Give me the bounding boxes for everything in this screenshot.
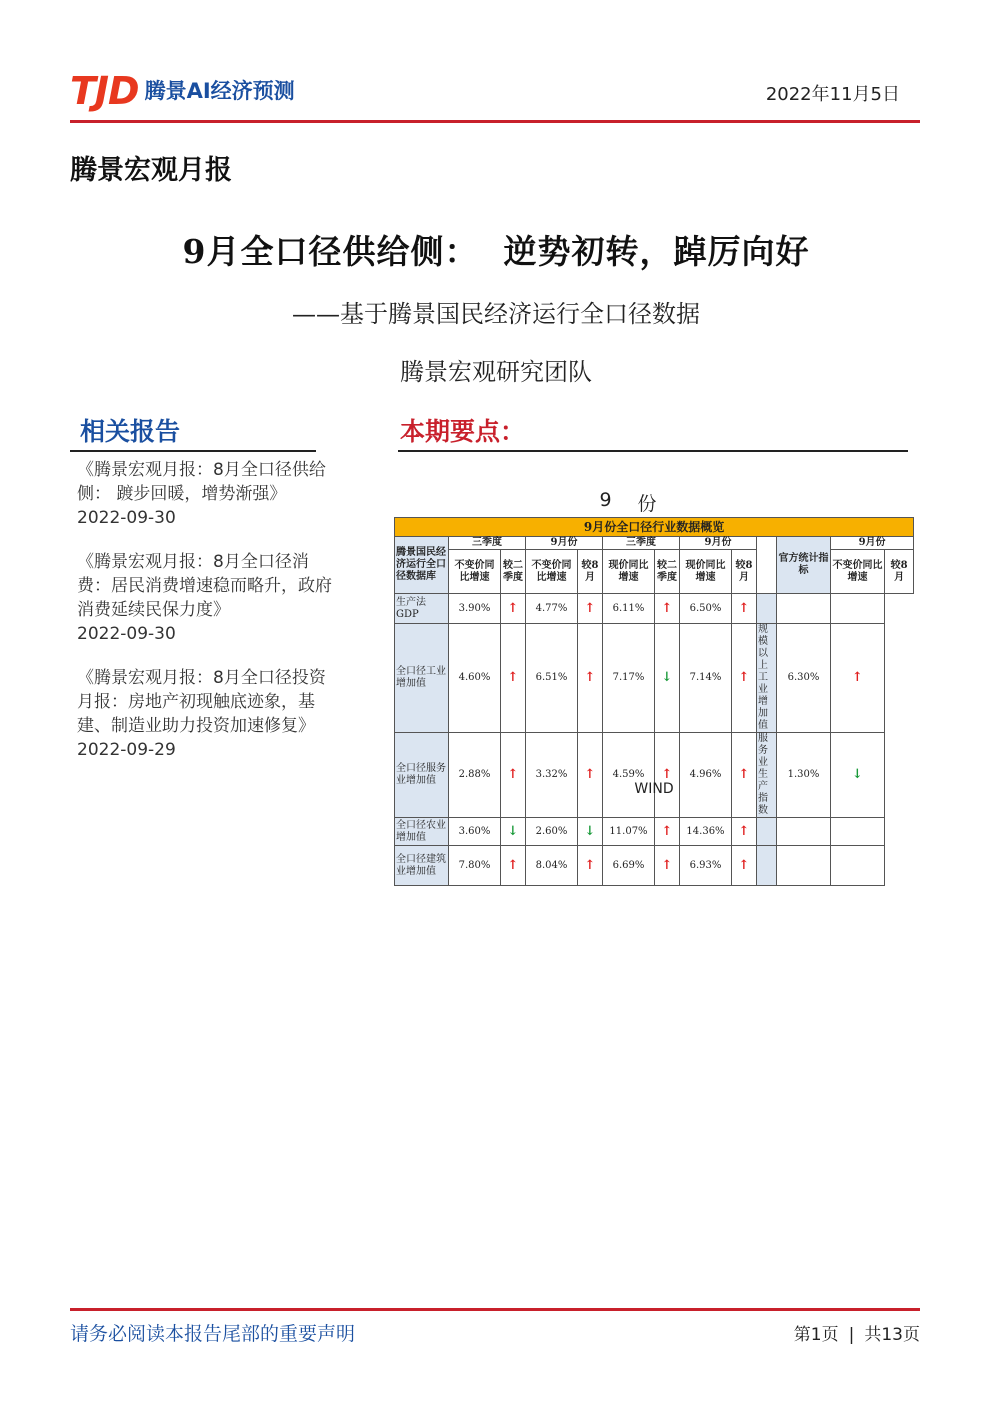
arrow-down-icon: ↓ [655,624,680,733]
key-points-divider [398,450,908,452]
arrow-up-icon: ↑ [501,624,526,733]
official-value [777,594,831,624]
table-title: 9月份全口径行业数据概览 [395,518,914,537]
brand-logo [70,69,295,113]
table-source [395,781,913,797]
official-header: 官方统计指标 [777,537,831,594]
official-label: 规模以上工业增加值 [757,624,777,733]
arrow-up-icon: ↑ [578,733,603,818]
cell-value: 3.60% [449,818,501,846]
page-separator: | [848,1325,855,1345]
related-report-title[interactable]: 《腾景宏观月报：8月全口径投资月报：房地产初现触底迹象，基建、制造业助力投资加速修复》 [77,668,326,736]
related-report-item[interactable] [77,550,335,646]
arrow-up-icon: ↑ [578,846,603,886]
related-report-title[interactable]: 《腾景宏观月报：8月全口径消费：居民消费增速稳而略升，政府消费延续民保力度》 [77,552,332,620]
official-value [777,818,831,846]
column-header: 较8月 [885,550,914,594]
cell-value: 4.96% [680,733,732,818]
row-label: 全口径建筑业增加值 [395,846,449,886]
column-header: 较8月 [578,550,603,594]
column-header: 不变价同比增速 [449,550,501,594]
cell-value: 14.36% [680,818,732,846]
cell-value: 6.51% [526,624,578,733]
table-caption [395,489,913,516]
cell-value: 7.17% [603,624,655,733]
empty-cell [831,846,885,886]
official-value [777,846,831,886]
column-header: 较二季度 [655,550,680,594]
source-part: WIND [634,781,674,797]
cell-value: 6.50% [680,594,732,624]
empty-cell [831,594,885,624]
research-team: 腾景宏观研究团队 [400,358,592,386]
column-header: 现价同比增速 [603,550,655,594]
logo-mark: TJD [70,69,139,113]
arrow-up-icon: ↑ [732,846,757,886]
arrow-down-icon: ↓ [501,818,526,846]
arrow-up-icon: ↑ [578,624,603,733]
table-row [395,594,914,624]
arrow-down-icon: ↓ [578,818,603,846]
cell-value: 2.60% [526,818,578,846]
table-caption-part: 份 [637,493,657,515]
empty-cell [831,818,885,846]
group-header: 9月份 [680,537,757,550]
page-indicator [794,1320,920,1345]
arrow-up-icon: ↑ [655,733,680,818]
cell-value: 6.69% [603,846,655,886]
cell-value: 6.11% [603,594,655,624]
footer-divider [70,1308,920,1311]
column-header: 不变价同比增速 [831,550,885,594]
report-date: 2022年11月5日 [765,84,900,105]
related-divider [70,450,316,452]
cell-value: 4.77% [526,594,578,624]
arrow-up-icon: ↑ [831,624,885,733]
arrow-up-icon: ↑ [732,624,757,733]
official-value: 6.30% [777,624,831,733]
related-report-date: 2022-09-30 [77,508,176,528]
cell-value: 4.60% [449,624,501,733]
arrow-up-icon: ↑ [732,594,757,624]
arrow-up-icon: ↑ [501,846,526,886]
report-title: 9月全口径供给侧： 逆势初转，踔厉向好 [182,232,810,271]
table-row [395,818,914,846]
arrow-down-icon: ↓ [831,733,885,818]
related-report-title[interactable]: 《腾景宏观月报：8月全口径供给侧： 踱步回暖，增势渐强》 [77,460,326,504]
row-label: 全口径服务业增加值 [395,733,449,818]
column-header: 现价同比增速 [680,550,732,594]
arrow-up-icon: ↑ [732,733,757,818]
industry-data-table [394,517,913,886]
table-spacer [757,537,777,594]
column-header: 较8月 [732,550,757,594]
arrow-up-icon: ↑ [578,594,603,624]
column-header: 不变价同比增速 [526,550,578,594]
row-label: 全口径农业增加值 [395,818,449,846]
table-caption-part: 9 [599,489,612,511]
related-report-date: 2022-09-30 [77,624,176,644]
arrow-up-icon: ↑ [732,818,757,846]
arrow-up-icon: ↑ [501,594,526,624]
official-value: 1.30% [777,733,831,818]
report-subtitle: ——基于腾景国民经济运行全口径数据 [292,300,700,328]
cell-value: 7.14% [680,624,732,733]
cell-value: 8.04% [526,846,578,886]
row-label: 全口径工业增加值 [395,624,449,733]
group-header: 9月份 [831,537,914,550]
arrow-up-icon: ↑ [655,846,680,886]
cell-value: 2.88% [449,733,501,818]
official-label: 服务业生产指数 [757,733,777,818]
related-reports-heading: 相关报告 [80,417,181,446]
logo-text: 腾景AI经济预测 [144,79,295,103]
group-header: 三季度 [449,537,526,550]
table-row [395,846,914,886]
key-points-heading: 本期要点： [400,417,526,446]
group-header: 三季度 [603,537,680,550]
official-label [757,846,777,886]
page-number: 第1页 [793,1325,839,1345]
arrow-up-icon: ↑ [655,594,680,624]
cell-value: 6.93% [680,846,732,886]
group-header: 9月份 [526,537,603,550]
cell-value: 4.59% [603,733,655,818]
row-label: 生产法GDP [395,594,449,624]
cell-value: 7.80% [449,846,501,886]
table-row [395,624,914,733]
arrow-up-icon: ↑ [501,733,526,818]
arrow-up-icon: ↑ [655,818,680,846]
page-total: 共13页 [864,1325,920,1345]
related-report-item[interactable] [77,666,335,762]
cell-value: 3.90% [449,594,501,624]
related-report-date: 2022-09-29 [77,740,176,760]
table-corner: 腾景国民经济运行全口径数据库 [395,537,449,594]
related-report-item[interactable] [77,458,335,530]
footer-disclaimer: 请务必阅读本报告尾部的重要声明 [70,1323,356,1345]
cell-value: 3.32% [526,733,578,818]
official-label [757,818,777,846]
report-type: 腾景宏观月报 [70,155,232,186]
official-label [757,594,777,624]
cell-value: 11.07% [603,818,655,846]
column-header: 较二季度 [501,550,526,594]
table-row [395,733,914,818]
header-divider [70,120,920,123]
